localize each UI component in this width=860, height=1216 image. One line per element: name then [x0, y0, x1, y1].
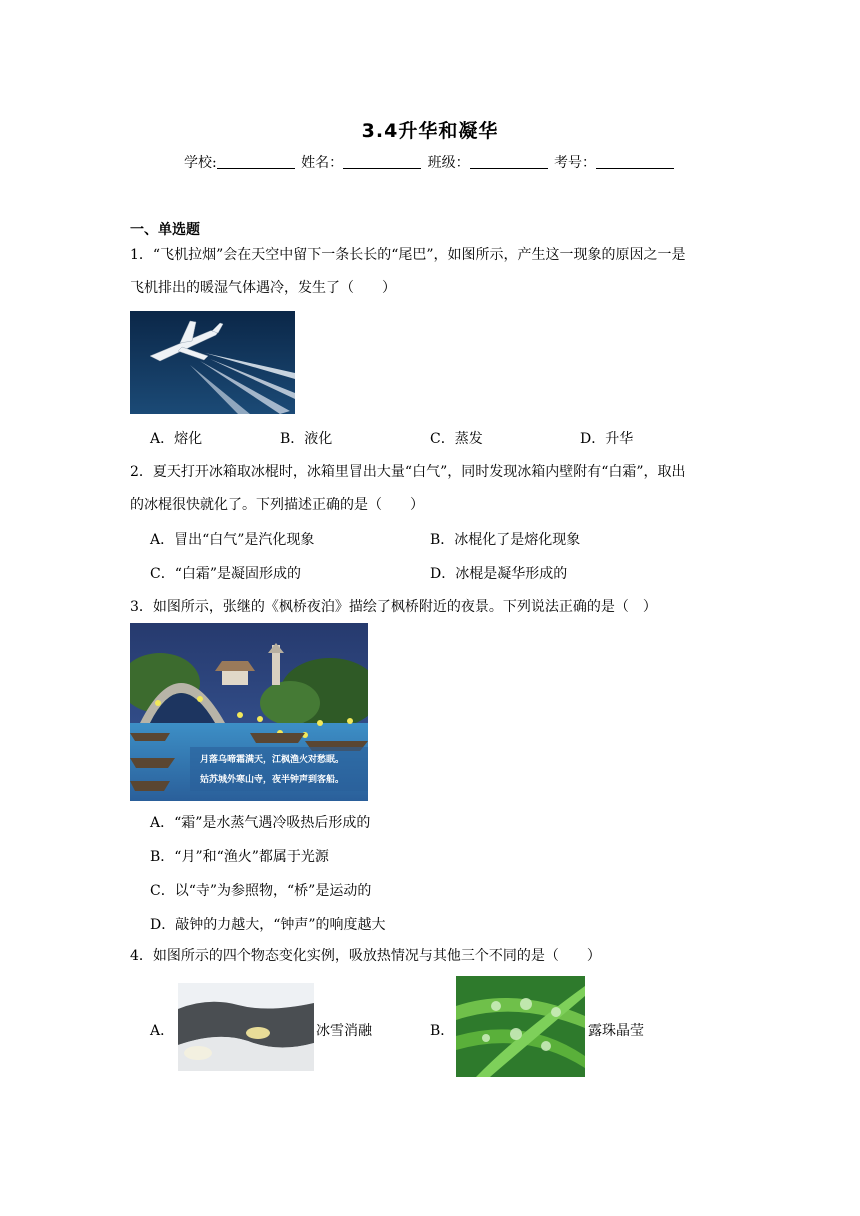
- school-blank[interactable]: [217, 154, 295, 169]
- q1-line1: 1．“飞机拉烟”会在天空中留下一条长长的“尾巴”，如图所示，产生这一现象的原因之一是: [130, 247, 686, 263]
- exam-no-label: 考号：: [554, 155, 597, 171]
- school-label: 学校:: [183, 155, 217, 171]
- exam-no-blank[interactable]: [596, 154, 674, 169]
- q3-option-b[interactable]: B．“月”和“渔火”都属于光源: [150, 849, 329, 865]
- poem-line-2: 姑苏城外寒山寺，夜半钟声到客船。: [200, 775, 345, 785]
- q3-option-a[interactable]: A．“霜”是水蒸气遇冷吸热后形成的: [150, 815, 371, 831]
- q4-option-a-letter[interactable]: A．: [150, 1023, 175, 1039]
- q1-option-b[interactable]: B．液化: [280, 431, 333, 447]
- q3-line1: 3．如图所示，张继的《枫桥夜泊》描绘了枫桥附近的夜景。下列说法正确的是（ ）: [130, 599, 657, 615]
- q3-option-c[interactable]: C．以“寺”为参照物，“桥”是运动的: [150, 883, 372, 899]
- q1-option-c[interactable]: C．蒸发: [430, 431, 483, 447]
- q2-option-a[interactable]: A．冒出“白气”是汽化现象: [150, 532, 315, 548]
- q1-option-d[interactable]: D．升华: [580, 431, 634, 447]
- q1-airplane-contrail-image: [130, 311, 295, 414]
- q4-option-b-caption: 露珠晶莹: [588, 1023, 644, 1039]
- q2-line1: 2．夏天打开冰箱取冰棍时，冰箱里冒出大量“白气”，同时发现冰箱内壁附有“白霜”，取出: [130, 464, 686, 480]
- page-title: 3.4升华和凝华: [361, 120, 499, 142]
- q3-maple-bridge-night-image: [130, 623, 368, 801]
- q2-option-d[interactable]: D．冰棍是凝华形成的: [430, 566, 568, 582]
- q4-snow-melting-image: [178, 983, 314, 1071]
- class-label: 班级：: [427, 155, 470, 171]
- name-label: 姓名：: [301, 155, 344, 171]
- class-blank[interactable]: [470, 154, 548, 169]
- student-info-line: [0, 152, 860, 172]
- name-blank[interactable]: [343, 154, 421, 169]
- q4-option-a-caption: 冰雪消融: [316, 1023, 372, 1039]
- q2-line2: 的冰棍很快就化了。下列描述正确的是（ ）: [130, 497, 424, 513]
- q4-line1: 4．如图所示的四个物态变化实例，吸放热情况与其他三个不同的是（ ）: [130, 948, 601, 964]
- q2-option-c[interactable]: C．“白霜”是凝固形成的: [150, 566, 302, 582]
- q1-option-a[interactable]: A．熔化: [150, 431, 203, 447]
- q1-line2: 飞机排出的暖湿气体遇冷，发生了（ ）: [130, 280, 396, 296]
- q4-option-b-letter[interactable]: B．: [430, 1023, 455, 1039]
- q3-option-d[interactable]: D．敲钟的力越大，“钟声”的响度越大: [150, 917, 386, 933]
- q2-option-b[interactable]: B．冰棍化了是熔化现象: [430, 532, 581, 548]
- section-heading: 一、单选题: [130, 222, 200, 238]
- poem-line-1: 月落乌啼霜满天，江枫渔火对愁眠。: [200, 755, 345, 765]
- q4-dewdrops-image: [456, 976, 585, 1077]
